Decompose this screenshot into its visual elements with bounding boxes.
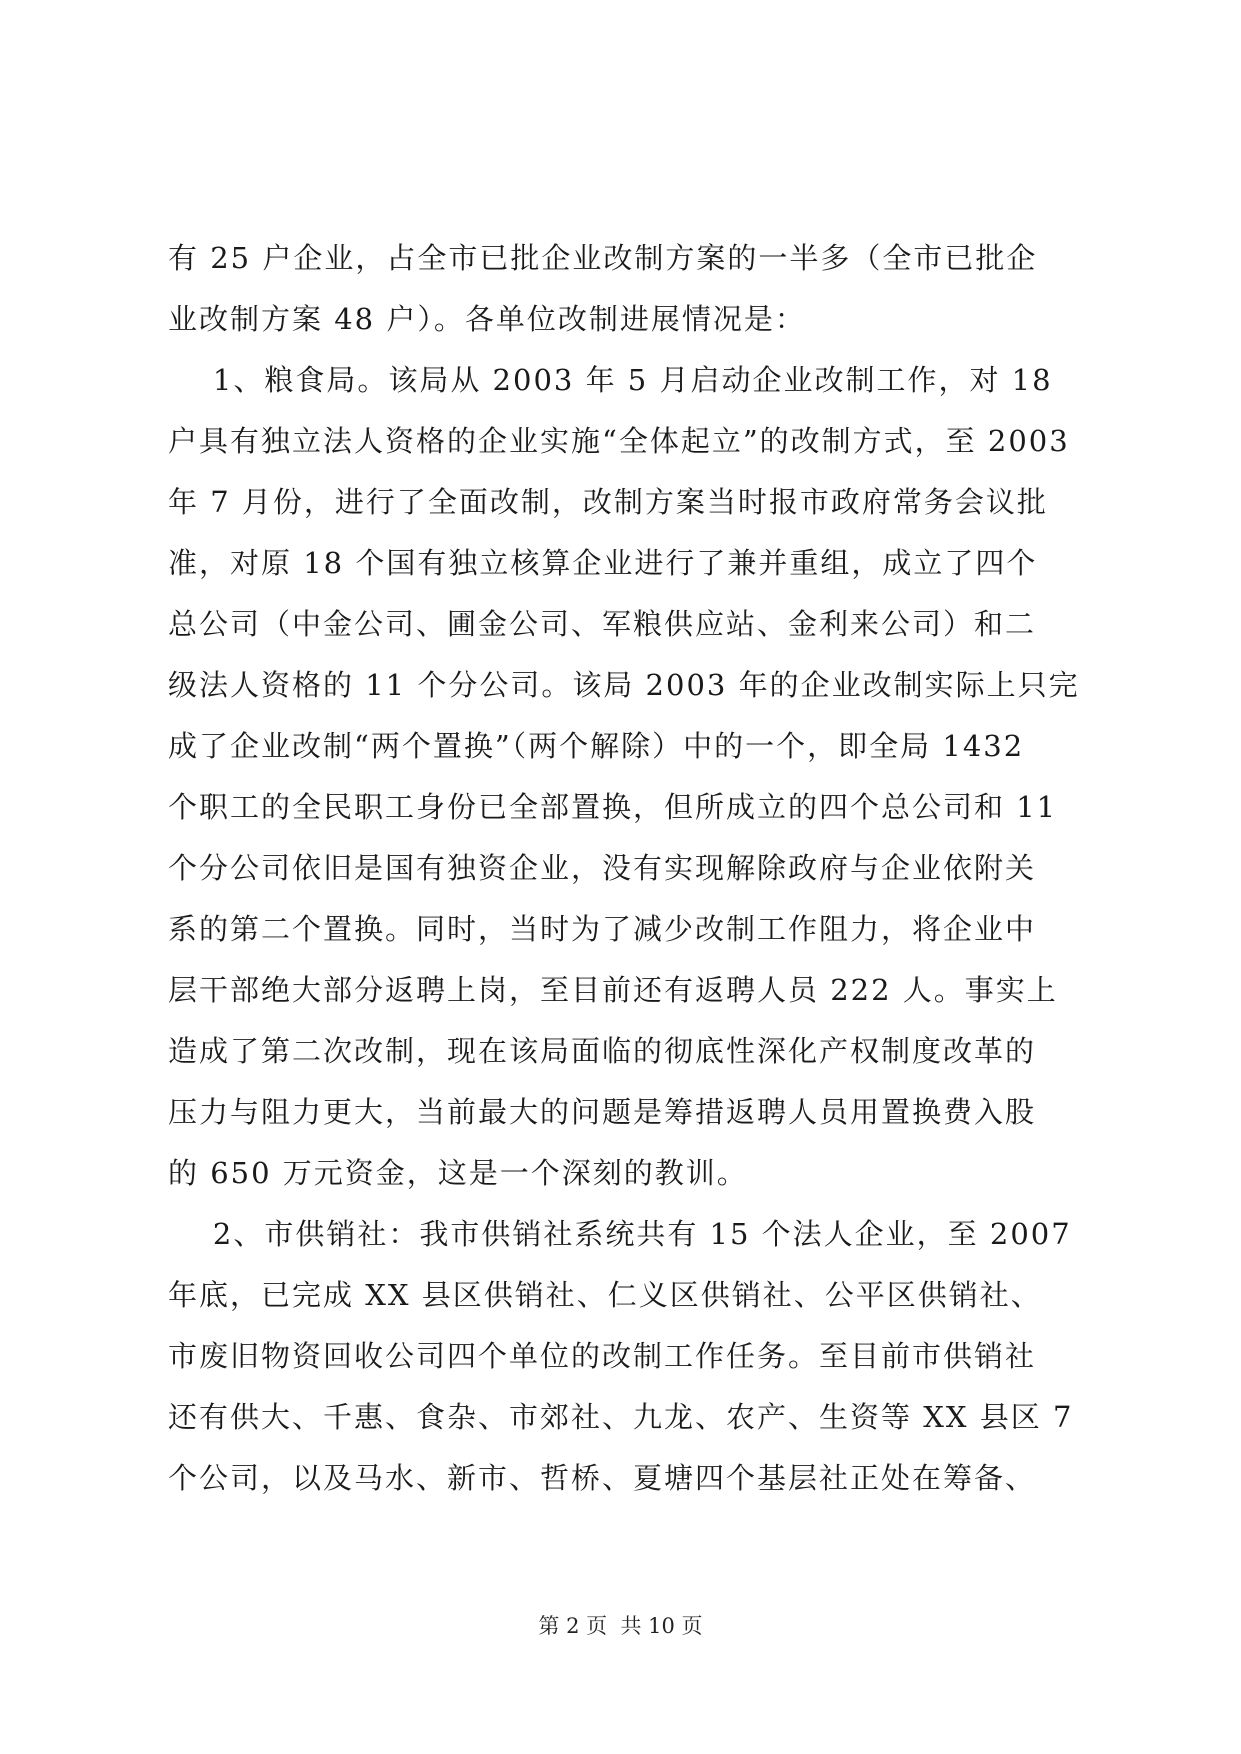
text-line: 造成了第二次改制，现在该局面临的彻底性深化产权制度改革的 [168,1034,1037,1068]
text-line: 成了企业改制“两个置换”（两个解除）中的一个，即全局 1432 [168,729,1025,763]
text-line: 有 25 户企业，占全市已批企业改制方案的一半多（全市已批企 [168,241,1038,275]
text-line: 个职工的全民职工身份已全部置换，但所成立的四个总公司和 11 [168,790,1058,824]
text-line: 市废旧物资回收公司四个单位的改制工作任务。至目前市供销社 [168,1339,1037,1373]
text-line: 层干部绝大部分返聘上岗，至目前还有返聘人员 222 人。事实上 [168,973,1058,1007]
text-line: 总公司（中金公司、圃金公司、军粮供应站、金利来公司）和二 [168,607,1037,641]
text-line: 压力与阻力更大，当前最大的问题是筹措返聘人员用置换费入股 [168,1095,1037,1129]
body-text [168,228,1080,1509]
text-line: 户具有独立法人资格的企业实施“全体起立”的改制方式，至 2003 [168,424,1070,458]
text-line: 准，对原 18 个国有独立核算企业进行了兼并重组，成立了四个 [168,546,1038,580]
text-line: 还有供大、千惠、食杂、市郊社、九龙、农产、生资等 XX 县区 7 [168,1400,1074,1434]
text-line: 年底，已完成 XX 县区供销社、仁义区供销社、公平区供销社、 [168,1278,1042,1312]
text-line: 1、粮食局。该局从 2003 年 5 月启动企业改制工作，对 18 [168,363,1053,397]
text-line: 2、市供销社：我市供销社系统共有 15 个法人企业，至 2007 [168,1217,1072,1251]
text-line: 级法人资格的 11 个分公司。该局 2003 年的企业改制实际上只完 [168,668,1080,702]
text-line: 年 7 月份，进行了全面改制，改制方案当时报市政府常务会议批 [168,485,1048,519]
page-number-footer: 第 2 页 共 10 页 [538,1614,703,1638]
text-line: 系的第二个置换。同时，当时为了减少改制工作阻力，将企业中 [168,912,1037,946]
text-line: 业改制方案 48 户）。各单位改制进展情况是： [168,302,806,336]
text-line: 的 650 万元资金，这是一个深刻的教训。 [168,1156,748,1190]
text-line: 个公司，以及马水、新市、哲桥、夏塘四个基层社正处在筹备、 [168,1461,1037,1495]
text-line: 个分公司依旧是国有独资企业，没有实现解除政府与企业依附关 [168,851,1037,885]
